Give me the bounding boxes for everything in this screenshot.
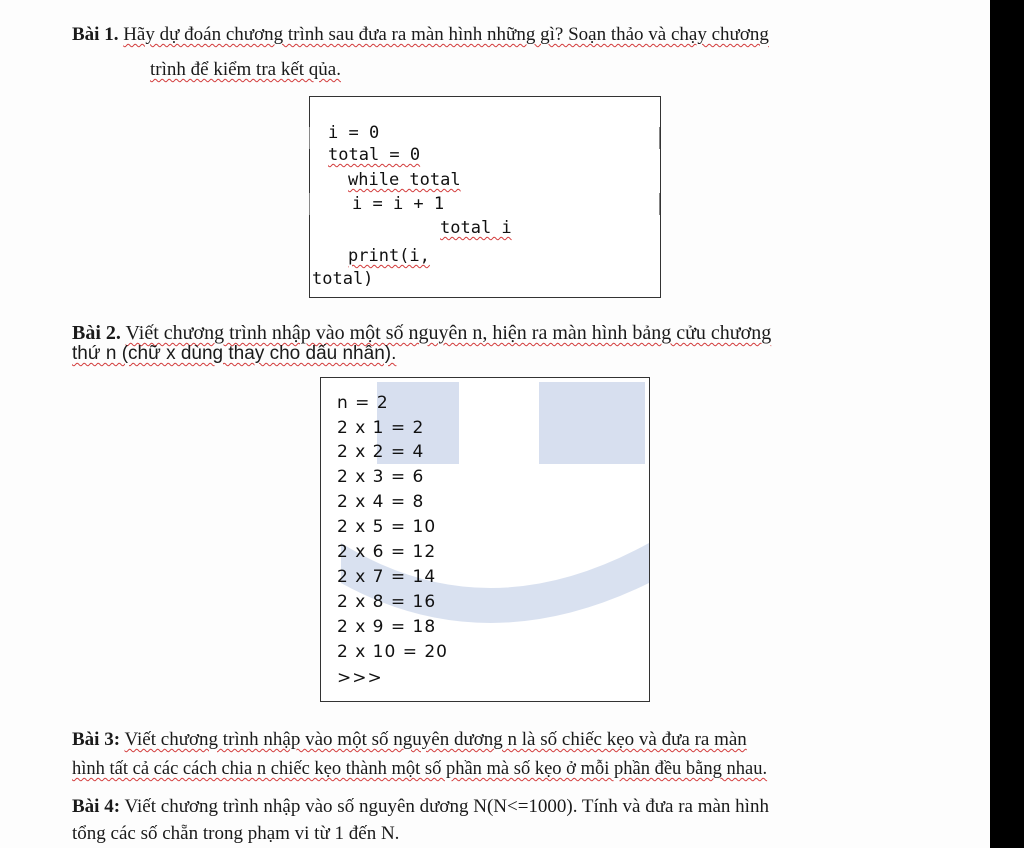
bai1-text-2: trình để kiểm tra kết qủa. — [150, 59, 341, 80]
bai4-label: Bài 4: — [72, 796, 121, 817]
code-box-tick — [309, 127, 310, 149]
bai3-text: Viết chương trình nhập vào một số nguyên dương n là số chiếc kẹo và đưa ra màn — [124, 729, 747, 750]
output-line: 2 x 5 = 10 — [337, 517, 437, 537]
output-line: 2 x 1 = 2 — [337, 418, 425, 438]
output-line: n = 2 — [337, 393, 389, 413]
output-line: 2 x 2 = 4 — [337, 442, 425, 462]
code-box-tick — [659, 193, 660, 215]
output-line: 2 x 8 = 16 — [337, 592, 437, 612]
output-line: 2 x 7 = 14 — [337, 567, 437, 587]
bai2-label: Bài 2. — [72, 322, 121, 344]
bai3-label: Bài 3: — [72, 729, 121, 750]
code-box-tick — [659, 127, 660, 149]
code-line: print(i, — [348, 246, 430, 266]
code-line: total = 0 — [328, 145, 421, 165]
output-line: 2 x 4 = 8 — [337, 492, 425, 512]
code-line: i = i + 1 — [352, 194, 445, 214]
bai4-line1 — [72, 794, 769, 820]
bai2-text-2: thứ n (chữ x dùng thay cho dấu nhân). — [72, 343, 397, 364]
bai3-text-2: hình tất cả các cách chia n chiếc kẹo thành một số phần mà số kẹo ở mỗi phần đều bằng nhau. — [72, 759, 768, 779]
bai1-line1 — [72, 22, 769, 48]
bai2-text: Viết chương trình nhập vào một số nguyên n, hiện ra màn hình bảng cửu chương — [125, 322, 772, 344]
bai3-line1 — [72, 727, 747, 753]
output-line: 2 x 3 = 6 — [337, 467, 425, 487]
bai4-text-2: tổng các số chẵn trong phạm vi từ 1 đến N. — [72, 823, 400, 844]
bai1-text: Hãy dự đoán chương trình sau đưa ra màn hình những gì? Soạn thảo và chạy chương — [123, 24, 769, 45]
code-line: total i — [440, 218, 512, 238]
code-box-tick — [309, 193, 310, 215]
output-line: >>> — [337, 668, 383, 688]
screen-edge-bar — [990, 0, 1024, 848]
code-line: i = 0 — [328, 123, 380, 143]
output-line: 2 x 9 = 18 — [337, 617, 437, 637]
bai1-label: Bài 1. — [72, 24, 119, 45]
output-line: 2 x 10 = 20 — [337, 642, 448, 662]
bai4-line2 — [72, 821, 399, 847]
bai2-line2 — [72, 341, 396, 367]
code-line: while total — [348, 170, 461, 190]
bai4-text: Viết chương trình nhập vào số nguyên dương N(N<=1000). Tính và đưa ra màn hình — [124, 796, 769, 817]
output-line: 2 x 6 = 12 — [337, 542, 437, 562]
bai1-line2 — [150, 57, 341, 83]
bai3-line2 — [72, 756, 767, 782]
code-line: total) — [312, 269, 374, 289]
code-box — [309, 96, 661, 298]
output-box — [320, 377, 650, 702]
